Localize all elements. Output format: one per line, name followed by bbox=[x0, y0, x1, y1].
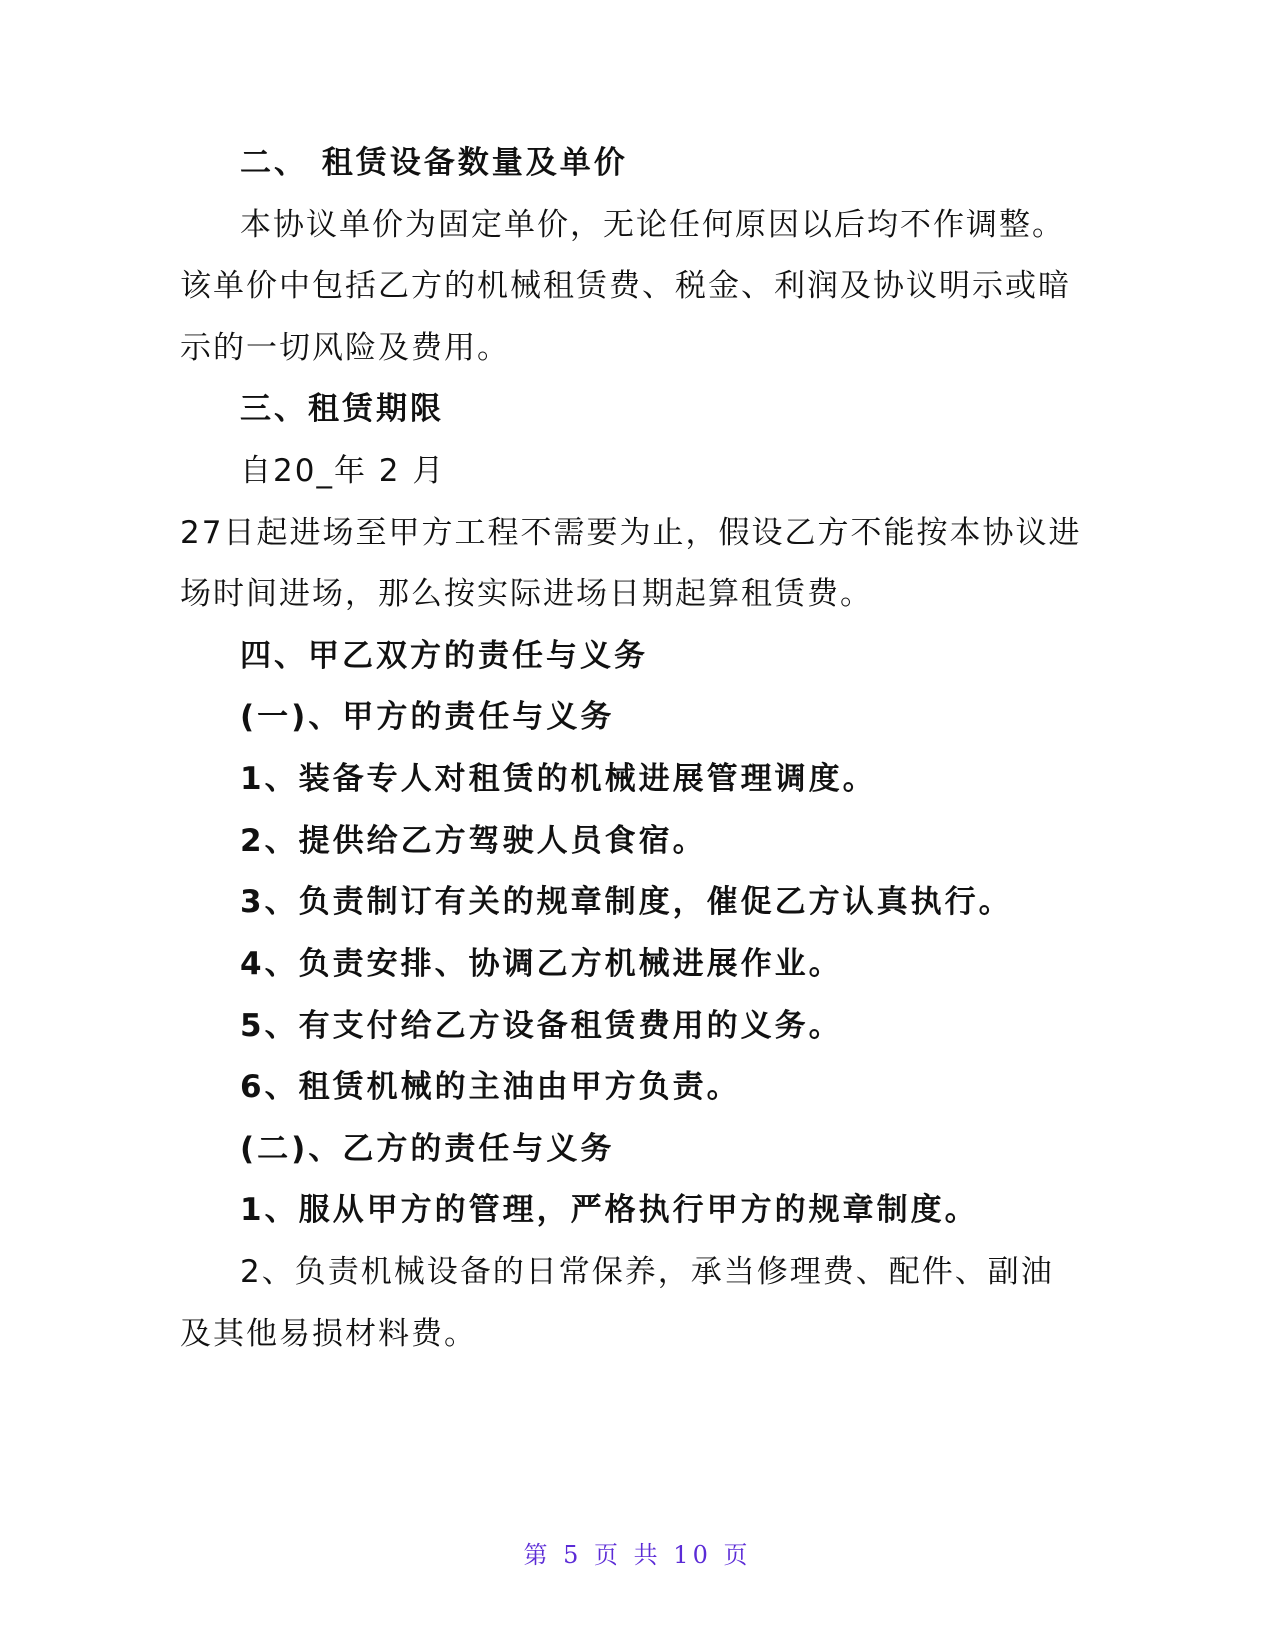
party-b-item-1: 1、服从甲方的管理，严格执行甲方的规章制度。 bbox=[240, 1192, 979, 1228]
section-2-para-line-3: 示的一切风险及费用。 bbox=[180, 330, 510, 366]
party-a-item-5: 5、有支付给乙方设备租赁费用的义务。 bbox=[240, 1008, 843, 1044]
party-a-item-4: 4、负责安排、协调乙方机械进展作业。 bbox=[240, 946, 843, 982]
section-4-heading: 四、甲乙双方的责任与义务 bbox=[240, 638, 648, 674]
party-a-item-6: 6、租赁机械的主油由甲方负责。 bbox=[240, 1069, 741, 1105]
section-2-para-line-2: 该单价中包括乙方的机械租赁费、税金、利润及协议明示或暗 bbox=[180, 268, 1071, 304]
section-3-para-line-1: 自20_年 2 月 bbox=[240, 453, 446, 489]
party-a-heading: (一)、甲方的责任与义务 bbox=[240, 699, 615, 735]
section-2-para-line-1: 本协议单价为固定单价，无论任何原因以后均不作调整。 bbox=[240, 207, 1065, 243]
party-a-item-3: 3、负责制订有关的规章制度，催促乙方认真执行。 bbox=[240, 884, 1013, 920]
party-a-item-2: 2、提供给乙方驾驶人员食宿。 bbox=[240, 823, 707, 859]
party-a-item-1: 1、装备专人对租赁的机械进展管理调度。 bbox=[240, 761, 877, 797]
section-3-para-line-3: 场时间进场，那么按实际进场日期起算租赁费。 bbox=[180, 576, 873, 612]
section-2-heading: 二、 租赁设备数量及单价 bbox=[240, 145, 628, 181]
party-b-heading: (二)、乙方的责任与义务 bbox=[240, 1131, 615, 1167]
section-3-para-line-2: 27日起进场至甲方工程不需要为止，假设乙方不能按本协议进 bbox=[180, 515, 1082, 551]
party-b-item-2-line-2: 及其他易损材料费。 bbox=[180, 1316, 477, 1352]
page-number-footer: 第 5 页 共 10 页 bbox=[523, 1541, 752, 1569]
section-3-heading: 三、租赁期限 bbox=[240, 391, 444, 427]
party-b-item-2-line-1: 2、负责机械设备的日常保养，承当修理费、配件、副油 bbox=[240, 1254, 1054, 1290]
